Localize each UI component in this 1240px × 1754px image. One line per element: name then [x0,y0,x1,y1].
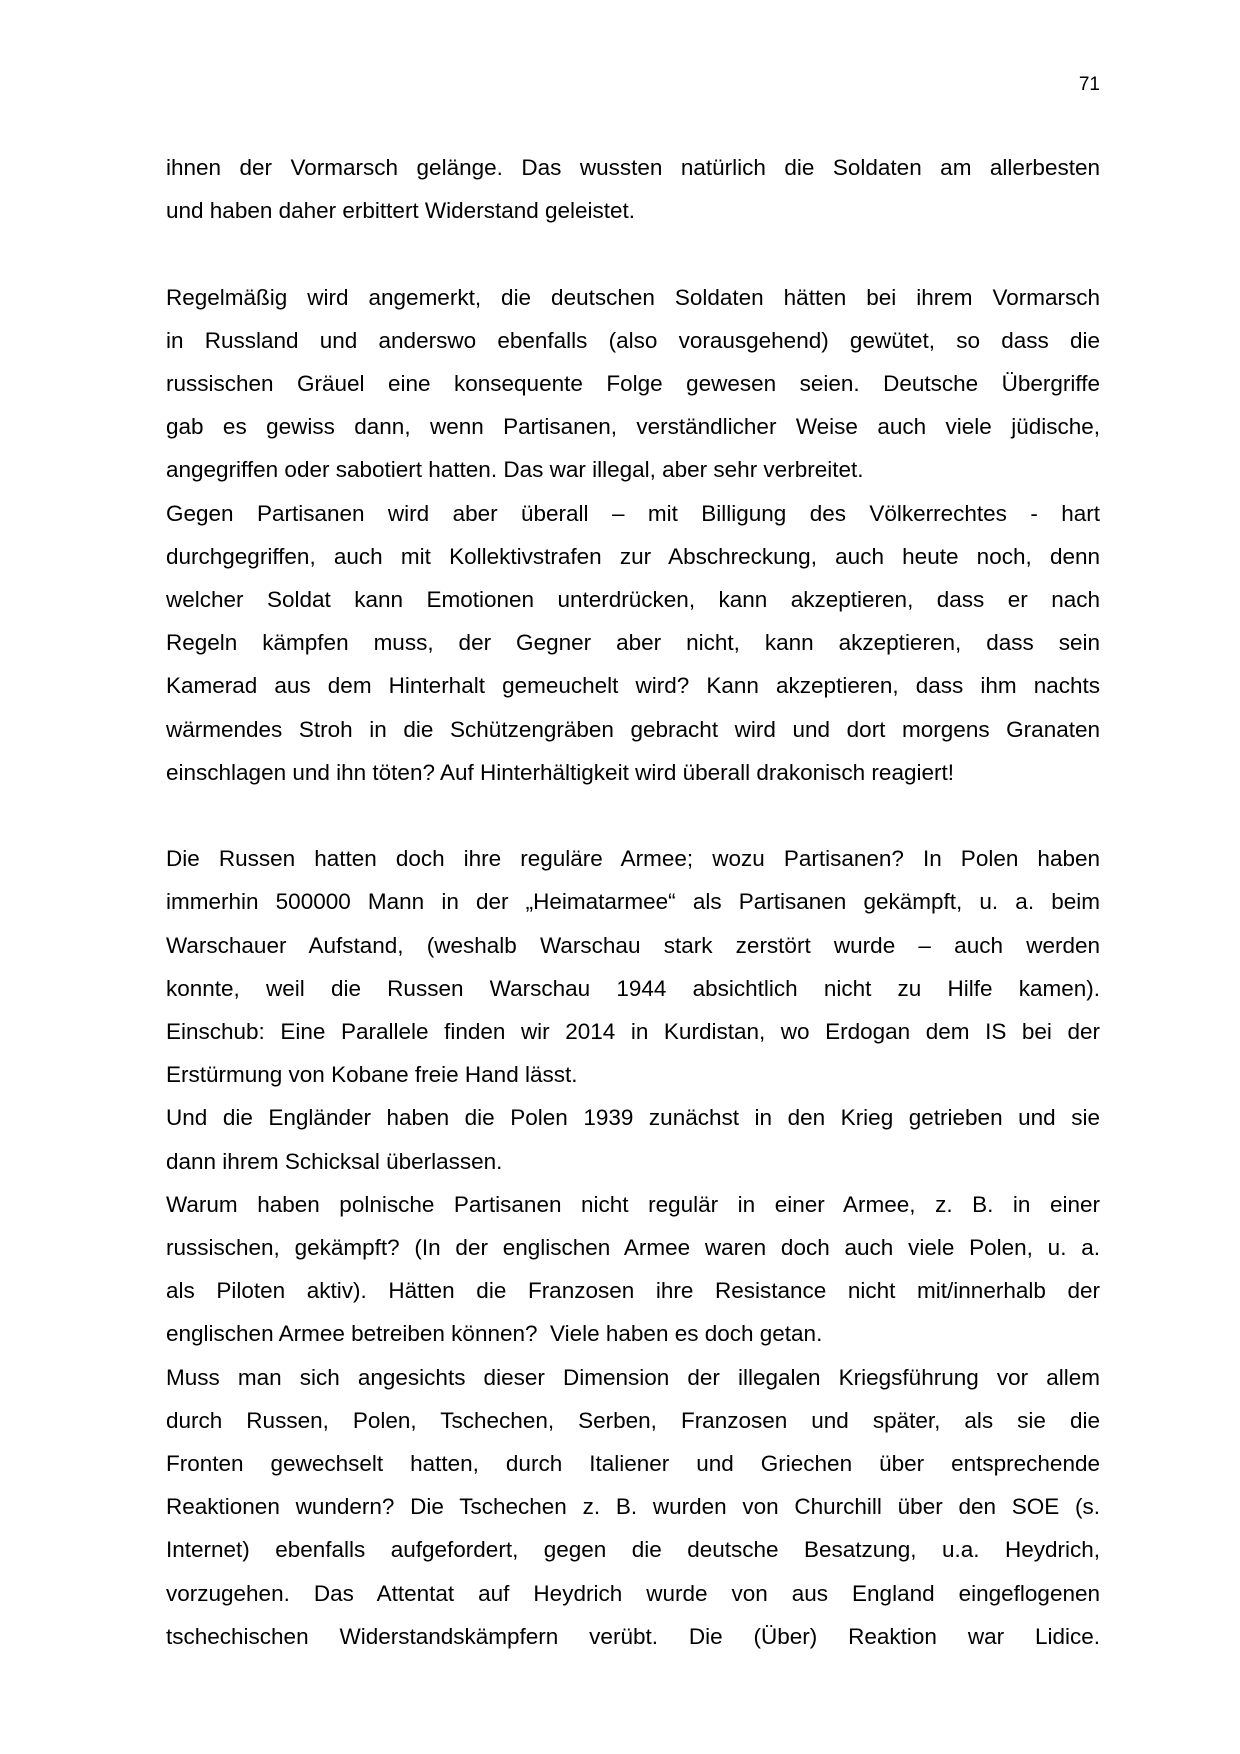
text-line: tschechischen Widerstandskämpfern verübt. Die (Über) Reaktion war Lidice. [166,1623,1100,1649]
text-line: Warschauer Aufstand, (weshalb Warschau stark zerstört wurde – auch werden [166,932,1100,958]
paragraph [166,276,1100,492]
text-line: russischen Gräuel eine konsequente Folge gewesen seien. Deutsche Übergriffe [166,371,1100,396]
paragraph-spacer [166,794,1100,837]
paragraph [166,837,1100,1096]
text-line: Erstürmung von Kobane freie Hand lässt. [166,1062,578,1088]
paragraph [166,1356,1100,1658]
text-line: Kamerad aus dem Hinterhalt gemeuchelt wird? Kann akzeptieren, dass ihm nachts [166,673,1100,699]
text-line: gab es gewiss dann, wenn Partisanen, verständlicher Weise auch viele jüdische, [166,414,1100,440]
text-line: durch Russen, Polen, Tschechen, Serben, Franzosen und später, als sie die [166,1407,1100,1433]
text-line: vorzugehen. Das Attentat auf Heydrich wurde von aus England eingeflogenen [166,1580,1100,1606]
text-line: konnte, weil die Russen Warschau 1944 absichtlich nicht zu Hilfe kamen). [166,975,1100,1001]
text-line: Reaktionen wundern? Die Tschechen z. B. wurden von Churchill über den SOE (s. [166,1494,1100,1520]
paragraph [166,1096,1100,1182]
text-line: welcher Soldat kann Emotionen unterdrücken, kann akzeptieren, dass er nach [166,587,1100,613]
text-line: ihnen der Vormarsch gelänge. Das wussten natürlich die Soldaten am allerbesten [166,155,1100,180]
text-line: durchgegriffen, auch mit Kollektivstrafen zur Abschreckung, auch heute noch, denn [166,543,1100,569]
text-line: Und die Engländer haben die Polen 1939 zunächst in den Krieg getrieben und sie [166,1105,1100,1131]
text-line: dann ihrem Schicksal überlassen. [166,1148,503,1174]
text-line: Muss man sich angesichts dieser Dimension der illegalen Kriegsführung vor allem [166,1364,1100,1390]
text-line: und haben daher erbittert Widerstand geleistet. [166,198,636,224]
paragraph [166,492,1100,794]
text-line: Warum haben polnische Partisanen nicht regulär in einer Armee, z. B. in einer [166,1191,1100,1217]
text-line: Einschub: Eine Parallele finden wir 2014 in Kurdistan, wo Erdogan dem IS bei der [166,1019,1100,1045]
text-line: wärmendes Stroh in die Schützengräben gebracht wird und dort morgens Granaten [166,716,1100,742]
text-line: in Russland und anderswo ebenfalls (also vorausgehend) gewütet, so dass die [166,327,1100,353]
text-line: Fronten gewechselt hatten, durch Italiener und Griechen über entsprechende [166,1451,1100,1477]
text-line: Die Russen hatten doch ihre reguläre Armee; wozu Partisanen? In Polen haben [166,846,1100,872]
paragraph [166,1183,1100,1356]
paragraph-spacer [166,232,1100,275]
text-line: immerhin 500000 Mann in der „Heimatarmee“ als Partisanen gekämpft, u. a. beim [166,889,1100,915]
text-line: Regelmäßig wird angemerkt, die deutschen Soldaten hätten bei ihrem Vormarsch [166,284,1100,310]
text-line: als Piloten aktiv). Hätten die Franzosen ihre Resistance nicht mit/innerhalb der [166,1278,1100,1304]
page-number: 71 [1078,74,1100,95]
text-line: englischen Armee betreiben können? Viele haben es doch getan. [166,1321,823,1347]
text-line: angegriffen oder sabotiert hatten. Das war illegal, aber sehr verbreitet. [166,457,864,483]
paragraph [166,146,1100,232]
text-line: einschlagen und ihn töten? Auf Hinterhältigkeit wird überall drakonisch reagiert! [166,759,954,785]
text-line: russischen, gekämpft? (In der englischen Armee waren doch auch viele Polen, u. a. [166,1235,1100,1261]
body-text [166,146,1100,1658]
text-line: Regeln kämpfen muss, der Gegner aber nicht, kann akzeptieren, dass sein [166,630,1100,656]
text-line: Gegen Partisanen wird aber überall – mit Billigung des Völkerrechtes - hart [166,500,1100,526]
text-line: Internet) ebenfalls aufgefordert, gegen die deutsche Besatzung, u.a. Heydrich, [166,1537,1100,1563]
